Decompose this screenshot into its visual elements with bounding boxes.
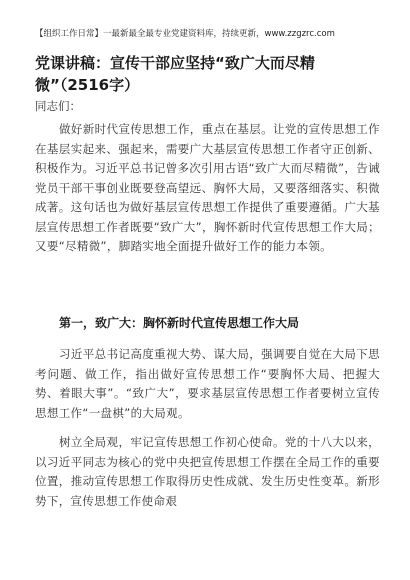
salutation: 同志们：: [35, 99, 81, 113]
paragraph-intro: 做好新时代宣传思想工作，重点在基层。让党的宣传思想工作在基层实起来、强起来，需要广大基层宣传思想工作者守正创新、积极作为。习近平总书记曾多次引用古语“致广大而尽精微”，告诫党员干部干事创业既要登高望远、胸怀大局，又要落细落实、积微成著。这句话也为做好基层宣传思想工作提供了重要遵循。广大基层宣传思想工作者既要“致广大”，胸怀新时代宣传思想工作大局；又要“尽精微”，脚踏实地全面提升做好工作的能力本领。: [35, 122, 380, 253]
section-heading: 第一，致广大：胸怀新时代宣传思想工作大局: [59, 316, 300, 330]
header-banner: 【组织工作日常】一最新最全最专业党建资料库，持续更新，www.zzgzrc.com: [35, 29, 335, 39]
paragraph-mission: 树立全局观，牢记宣传思想工作初心使命。党的十八大以来，以习近平同志为核心的党中央把宣传思想工作摆在全局工作的重要位置，推动宣传思想工作取得历史性成就、发生历史性变革。新形势下，宣传思想工作使命艰: [35, 435, 380, 508]
page-title: 党课讲稿：宣传干部应坚持“致广大而尽精微”（2516字）: [35, 54, 315, 94]
paragraph-big-picture: 习近平总书记高度重视大势、谋大局，强调要自觉在大局下思考问题、做工作，指出做好宣传思想工作“要胸怀大局、把握大势、着眼大事”。“致广大”，要求基层宣传思想工作者要树立宣传思想工作“一盘棋”的大局观。: [35, 347, 380, 420]
